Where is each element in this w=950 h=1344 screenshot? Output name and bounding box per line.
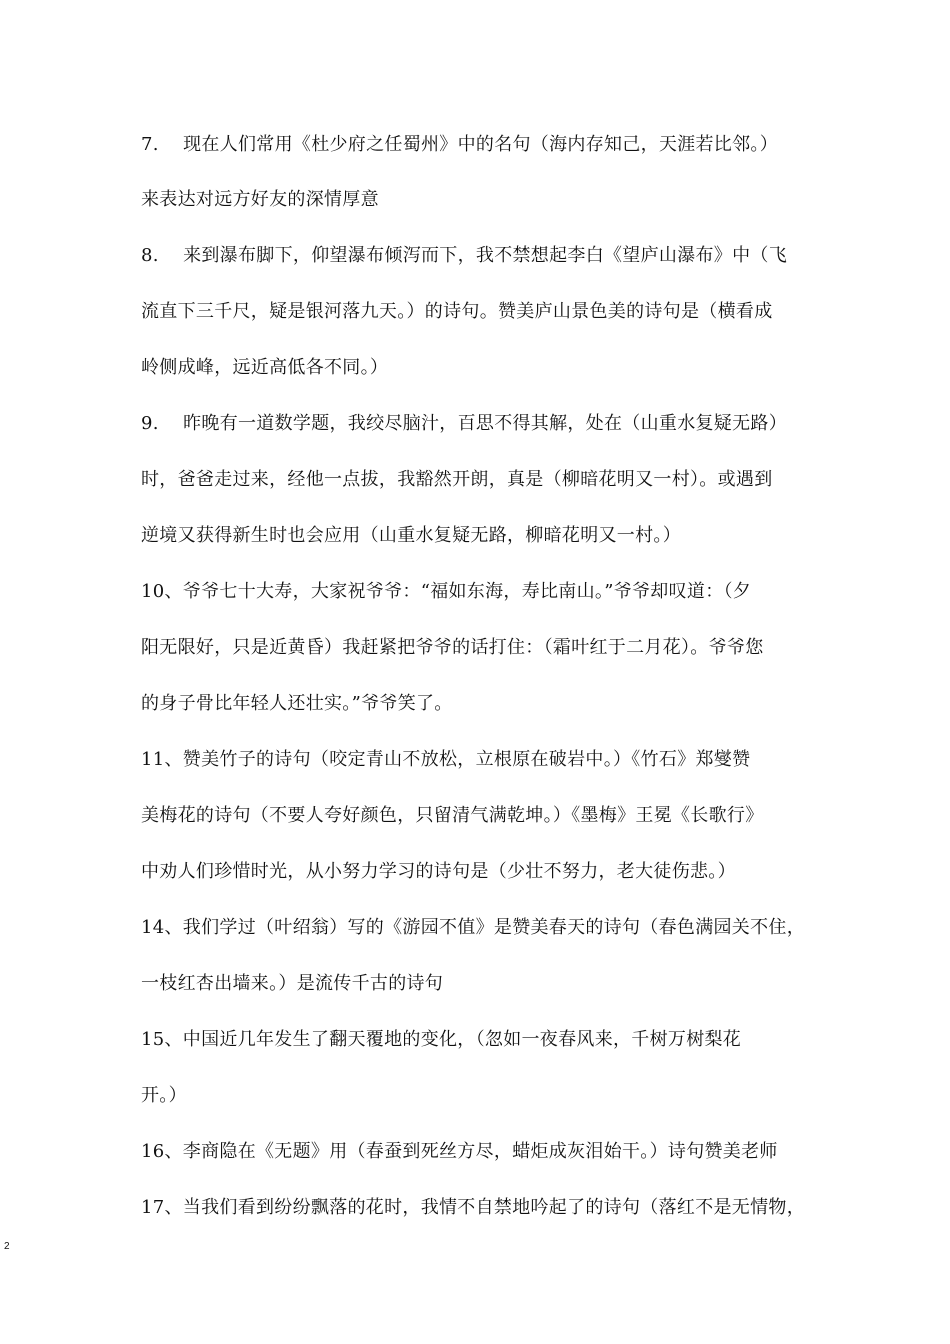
text-line: 中劝人们珍惜时光，从小努力学习的诗句是（少壮不努力，老大徒伤悲。） <box>141 861 736 882</box>
text-line: 10、爷爷七十大寿，大家祝爷爷：“福如东海，寿比南山。”爷爷却叹道：（夕 <box>141 581 752 602</box>
text-line: 14、我们学过（叶绍翁）写的《游园不值》是赞美春天的诗句（春色满园关不住， <box>141 917 806 938</box>
text-line: 时，爸爸走过来，经他一点拔，我豁然开朗，真是（柳暗花明又一村）。或遇到 <box>141 469 773 490</box>
text-line: 15、中国近几年发生了翻天覆地的变化，（忽如一夜春风来，千树万树梨花 <box>141 1029 742 1050</box>
text-line: 美梅花的诗句（不要人夸好颜色，只留清气满乾坤。）《墨梅》王冕《长歌行》 <box>141 805 764 826</box>
text-line: 9. 昨晚有一道数学题，我绞尽脑汁，百思不得其解，处在（山重水复疑无路） <box>141 413 787 434</box>
text-line: 开。） <box>141 1085 187 1106</box>
text-line: 的身子骨比年轻人还壮实。”爷爷笑了。 <box>141 693 453 714</box>
text-line: 流直下三千尺，疑是银河落九天。）的诗句。赞美庐山景色美的诗句是（横看成 <box>141 301 773 322</box>
text-line: 逆境又获得新生时也会应用（山重水复疑无路，柳暗花明又一村。） <box>141 525 681 546</box>
text-line: 17、当我们看到纷纷飘落的花时，我情不自禁地吟起了的诗句（落红不是无情物， <box>141 1197 806 1218</box>
text-line: 来表达对远方好友的深情厚意 <box>141 189 379 210</box>
text-line: 阳无限好，只是近黄昏）我赶紧把爷爷的话打住：（霜叶红于二月花）。爷爷您 <box>141 637 764 658</box>
page-number: 2 <box>4 1241 10 1252</box>
text-line: 一枝红杏出墙来。）是流传千古的诗句 <box>141 973 444 994</box>
text-line: 8. 来到瀑布脚下，仰望瀑布倾泻而下，我不禁想起李白《望庐山瀑布》中（飞 <box>141 245 787 266</box>
text-line: 7. 现在人们常用《杜少府之任蜀州》中的名句（海内存知己，天涯若比邻。） <box>141 134 778 155</box>
text-line: 16、李商隐在《无题》用（春蚕到死丝方尽，蜡炬成灰泪始干。）诗句赞美老师 <box>141 1141 778 1162</box>
text-line: 岭侧成峰，远近高低各不同。） <box>141 357 389 378</box>
text-line: 11、赞美竹子的诗句（咬定青山不放松，立根原在破岩中。）《竹石》郑燮赞 <box>141 749 751 770</box>
